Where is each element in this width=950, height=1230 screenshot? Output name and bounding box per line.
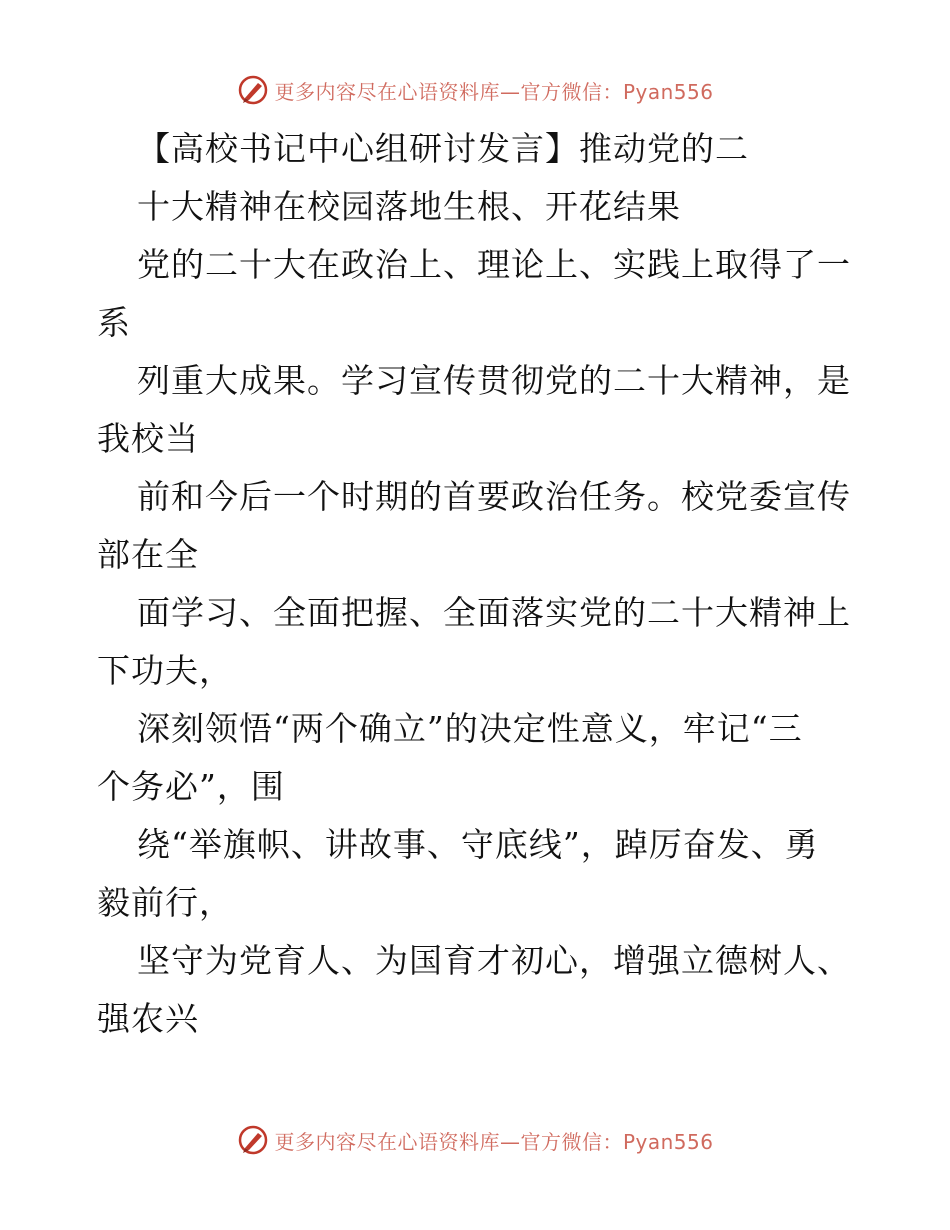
document-body (97, 120, 857, 1048)
paragraph-line: 坚守为党育人、为国育才初心，增强立德树人、 (137, 941, 851, 980)
title-line-1: 【高校书记中心组研讨发言】推动党的二 (137, 129, 749, 168)
paragraph-line: 系 (97, 303, 131, 342)
banner-text: 更多内容尽在心语资料库—官方微信：Pyan556 (274, 79, 714, 104)
paragraph-line: 深刻领悟“两个确立”的决定性意义，牢记“三 (137, 709, 803, 748)
paragraph-line: 下功夫， (97, 651, 233, 690)
paragraph-line: 绕“举旗帜、讲故事、守底线”，踔厉奋发、勇 (137, 825, 819, 864)
pen-logo-icon (236, 1123, 270, 1157)
header-banner (0, 70, 950, 110)
paragraph-line: 我校当 (97, 419, 199, 458)
paragraph-line: 个务必”，围 (97, 767, 285, 806)
footer-banner (0, 1120, 950, 1160)
paragraph-line: 列重大成果。学习宣传贯彻党的二十大精神，是 (137, 361, 851, 400)
paragraph-line: 面学习、全面把握、全面落实党的二十大精神上 (137, 593, 851, 632)
pen-logo-icon (236, 73, 270, 107)
paragraph-line: 强农兴 (97, 999, 199, 1038)
title-line-2: 十大精神在校园落地生根、开花结果 (137, 187, 681, 226)
paragraph-line: 党的二十大在政治上、理论上、实践上取得了一 (137, 245, 851, 284)
banner-text: 更多内容尽在心语资料库—官方微信：Pyan556 (274, 1129, 714, 1154)
paragraph-line: 部在全 (97, 535, 199, 574)
paragraph-line: 前和今后一个时期的首要政治任务。校党委宣传 (137, 477, 851, 516)
paragraph-line: 毅前行， (97, 883, 233, 922)
